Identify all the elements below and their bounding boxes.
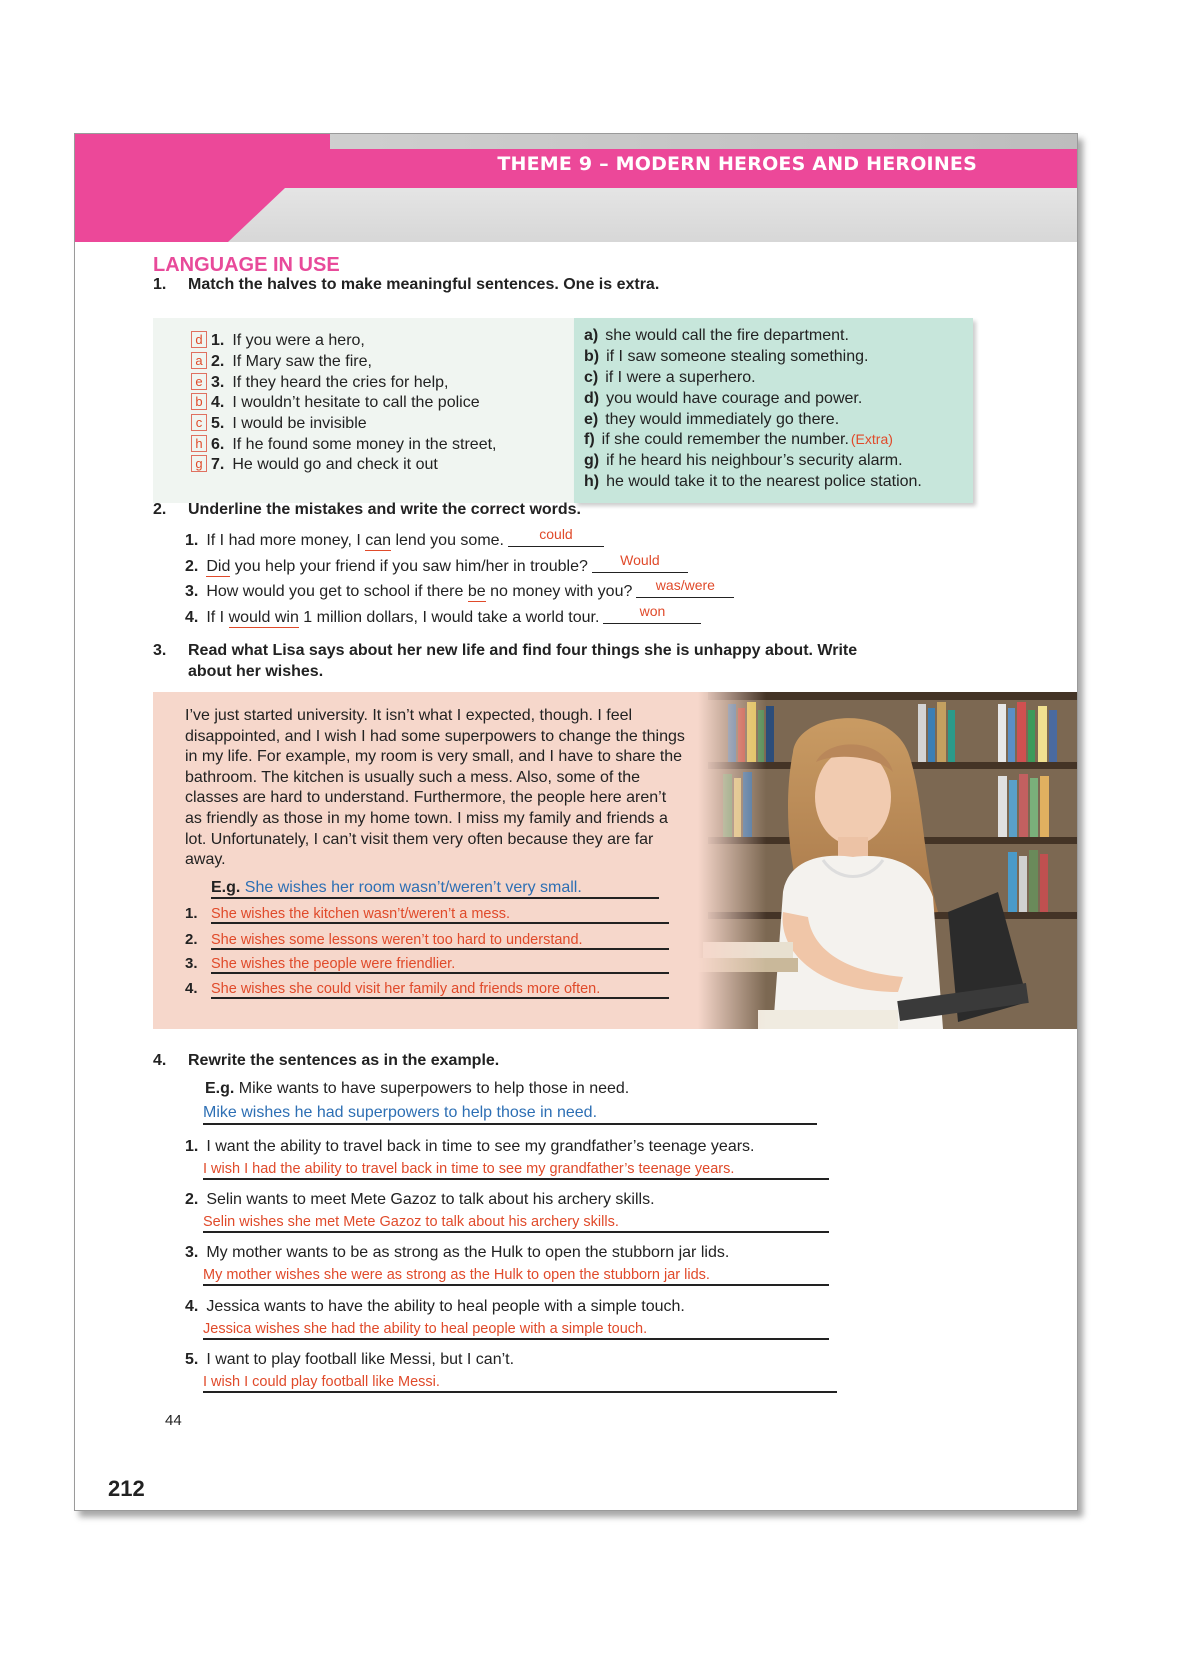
book-page-number: 212 <box>108 1476 145 1501</box>
matching-left-column <box>153 318 574 503</box>
exercise-2-item: 1. If I had more money, I can lend you some. could <box>185 530 604 550</box>
match-right-item: d) you would have courage and power. <box>584 390 863 407</box>
matching-right-column <box>574 318 973 503</box>
exercise-4-item-prompt: 3. My mother wants to be as strong as the Hulk to open the stubborn jar lids. <box>185 1244 730 1261</box>
match-left-item: h 6. If he found some money in the street, <box>191 435 497 455</box>
exercise-3-example: E.g. She wishes her room wasn’t/weren’t very small. <box>211 879 659 899</box>
exercise-4-example-prompt: E.g. Mike wants to have superpowers to help those in need. <box>205 1080 630 1097</box>
match-right-item: b) if I saw someone stealing something. <box>584 348 869 365</box>
answer-box[interactable]: a <box>191 352 207 369</box>
exercise-4-answer-line[interactable]: I wish I could play football like Messi. <box>203 1374 837 1393</box>
match-left-item: c 5. I would be invisible <box>191 414 367 434</box>
answer-box[interactable]: b <box>191 393 207 410</box>
exercise-2-item: 2. Did you help your friend if you saw him/her in trouble? Would <box>185 556 688 576</box>
answer-box[interactable]: c <box>191 414 207 431</box>
worksheet-page-number: 44 <box>165 1412 182 1429</box>
worksheet-page <box>74 133 1078 1511</box>
answer-line[interactable]: She wishes the people were friendlier. <box>211 956 669 974</box>
student-photo <box>698 692 1077 1029</box>
exercise-4-item-prompt: 1. I want the ability to travel back in time to see my grandfather’s teenage years. <box>185 1138 755 1155</box>
exercise-4-item-prompt: 5. I want to play football like Messi, but I can’t. <box>185 1351 515 1368</box>
match-left-item: b 4. I wouldn’t hesitate to call the police <box>191 393 480 413</box>
match-left-item: g 7. He would go and check it out <box>191 455 438 475</box>
mistake: Did <box>206 558 231 575</box>
exercise-4-item-prompt: 4. Jessica wants to have the ability to heal people with a simple touch. <box>185 1298 685 1315</box>
mistake: would win <box>228 609 299 626</box>
exercise-3-answer: 1. She wishes the kitchen wasn’t/weren’t a mess. <box>185 905 669 924</box>
answer-blank[interactable]: was/were <box>636 581 734 598</box>
match-left-item: d 1. If you were a hero, <box>191 331 365 351</box>
student-photo-illustration <box>698 692 1077 1029</box>
theme-title: THEME 9 – MODERN HEROES AND HEROINES <box>497 153 977 175</box>
exercise-4-item-prompt: 2. Selin wants to meet Mete Gazoz to talk about his archery skills. <box>185 1191 655 1208</box>
lisa-passage-box <box>153 692 1077 1029</box>
exercise-4-example-answer: Mike wishes he had superpowers to help those in need. <box>203 1104 817 1125</box>
extra-note: (Extra) <box>850 431 893 447</box>
exercise-4-answer-line[interactable]: My mother wishes she were as strong as the Hulk to open the stubborn jar lids. <box>203 1267 829 1286</box>
exercise-1-instruction: 1. Match the halves to make meaningful sentences. One is extra. <box>153 276 660 293</box>
answer-blank[interactable]: could <box>508 530 604 547</box>
answer-line[interactable]: She wishes the kitchen wasn’t/weren’t a mess. <box>211 906 669 924</box>
mistake: be <box>467 583 486 600</box>
exercise-2-item: 4. If I would win 1 million dollars, I would take a world tour. won <box>185 607 701 627</box>
matching-box <box>153 318 973 503</box>
exercise-4-answer-line[interactable]: Selin wishes she met Mete Gazoz to talk about his archery skills. <box>203 1214 829 1233</box>
lisa-passage: I’ve just started university. It isn’t what I expected, though. I feel disappointed, and I wish I had some superpowers to change the things in my life. For example, my room is very small, and I have to share the bathroom. The kitchen is usually such a mess. Also, some of the classes are hard to understand. Furthermore, the people here aren’t as friendly as those in my home town. I miss my family and friends a lot. Unfortunately, I can’t visit them very often because they are far away. <box>185 707 685 869</box>
header-stripe <box>315 134 1077 150</box>
exercise-4-answer-line[interactable]: I wish I had the ability to travel back in time to see my grandfather’s teenage years. <box>203 1161 829 1180</box>
section-title: LANGUAGE IN USE <box>153 254 340 276</box>
exercise-2-item: 3. How would you get to school if there be no money with you? was/were <box>185 581 734 601</box>
match-left-item: e 3. If they heard the cries for help, <box>191 373 448 393</box>
exercise-3-answer: 3. She wishes the people were friendlier. <box>185 955 669 974</box>
mistake: can <box>365 532 392 549</box>
exercise-4-instruction: 4. Rewrite the sentences as in the example. <box>153 1052 500 1069</box>
match-right-item: a) she would call the fire department. <box>584 327 849 344</box>
answer-box[interactable]: d <box>191 331 207 348</box>
exercise-3-instruction: 3. Read what Lisa says about her new life and find four things she is unhappy about. Write about her wishes. <box>153 642 858 680</box>
answer-blank[interactable]: won <box>603 607 701 624</box>
answer-box[interactable]: g <box>191 455 207 472</box>
answer-blank[interactable]: Would <box>592 556 688 573</box>
answer-box[interactable]: e <box>191 373 207 390</box>
exercise-4-answer-line[interactable]: Jessica wishes she had the ability to heal people with a simple touch. <box>203 1321 829 1340</box>
answer-box[interactable]: h <box>191 435 207 452</box>
match-right-item: g) if he heard his neighbour’s security alarm. <box>584 452 903 469</box>
answer-line[interactable]: She wishes some lessons weren’t too hard to understand. <box>211 932 669 950</box>
match-right-item: e) they would immediately go there. <box>584 411 840 428</box>
exercise-3-answer: 2. She wishes some lessons weren’t too hard to understand. <box>185 931 669 950</box>
answer-line[interactable]: She wishes she could visit her family and friends more often. <box>211 981 669 999</box>
match-right-item: h) he would take it to the nearest police station. <box>584 473 922 490</box>
exercise-3-answer: 4. She wishes she could visit her family and friends more often. <box>185 980 669 999</box>
match-right-item: f) if she could remember the number. (Extra) <box>584 431 893 448</box>
exercise-2-instruction: 2. Underline the mistakes and write the correct words. <box>153 501 581 518</box>
match-left-item: a 2. If Mary saw the fire, <box>191 352 372 372</box>
match-right-item: c) if I were a superhero. <box>584 369 756 386</box>
